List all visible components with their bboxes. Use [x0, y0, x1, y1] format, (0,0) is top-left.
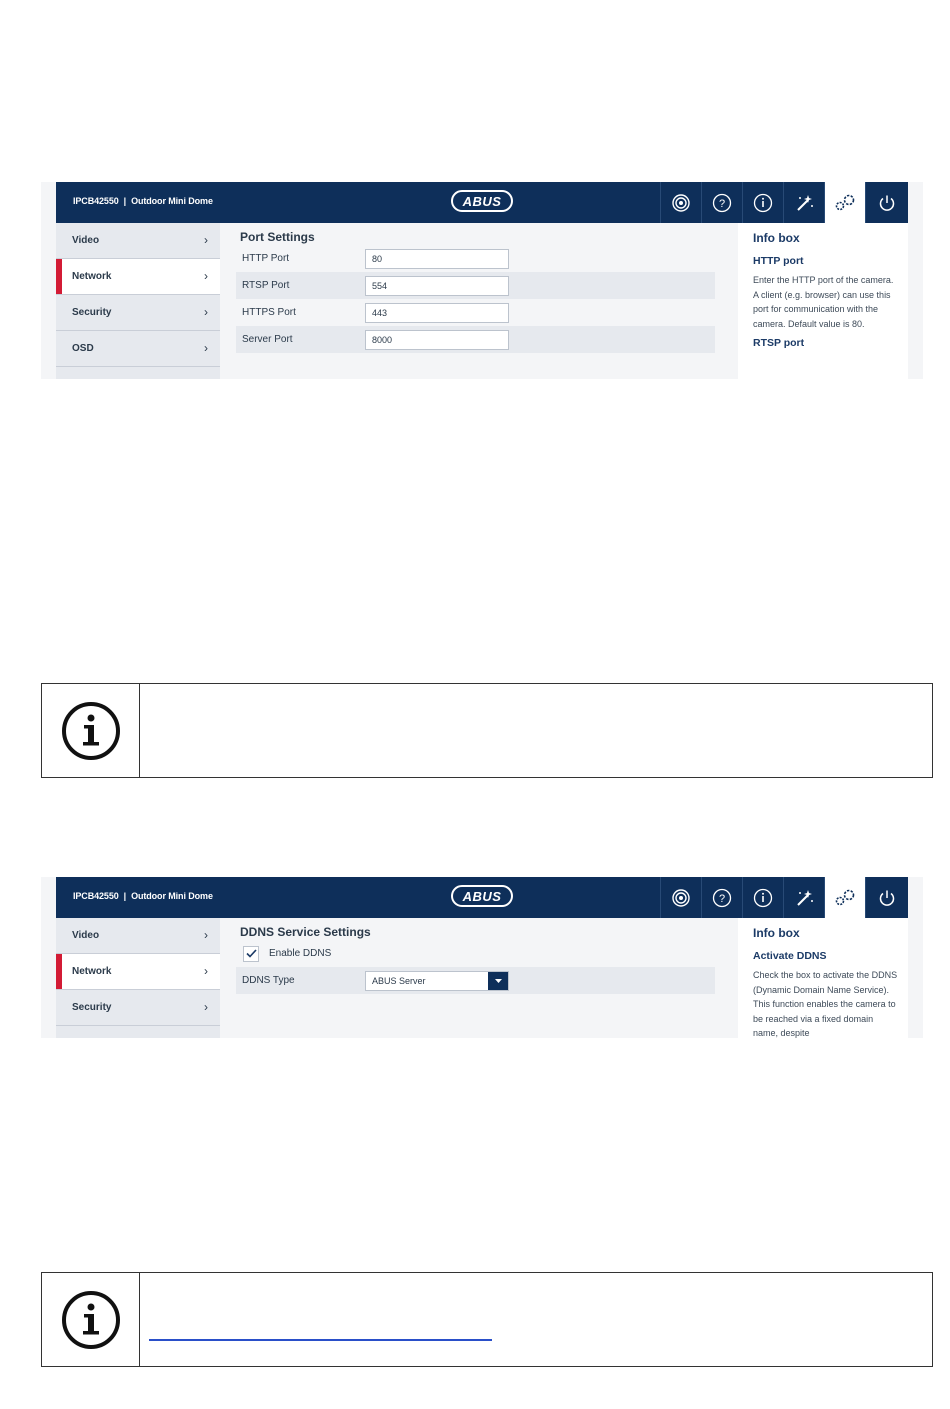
https-port-input[interactable] — [365, 303, 509, 323]
svg-text:?: ? — [718, 197, 726, 210]
chevron-right-icon: › — [204, 1000, 208, 1014]
live-view-icon[interactable] — [660, 877, 701, 918]
ddns-settings-panel — [236, 918, 715, 1038]
toolbar-icons — [660, 877, 908, 918]
sidebar-item-video[interactable]: Video › — [56, 223, 220, 259]
info-box-subtitle: Activate DDNS — [753, 950, 827, 962]
product-id: IPCB42550 — [73, 196, 119, 206]
sidebar-item-osd[interactable]: OSD › — [56, 331, 220, 367]
info-box-subtitle-2: RTSP port — [753, 337, 805, 349]
help-icon[interactable] — [701, 877, 742, 918]
sidebar-item-security[interactable]: Security › — [56, 990, 220, 1026]
product-name: Outdoor Mini Dome — [131, 891, 213, 901]
port-settings-panel — [236, 223, 715, 379]
chevron-right-icon: › — [204, 305, 208, 319]
dropdown-arrow-icon[interactable] — [488, 972, 508, 990]
enable-ddns-label: Enable DDNS — [269, 948, 332, 959]
rtsp-port-input[interactable] — [365, 276, 509, 296]
live-view-icon[interactable] — [660, 182, 701, 223]
rtsp-port-row: RTSP Port 554 — [236, 272, 715, 299]
checkmark-icon — [246, 949, 257, 958]
info-icon — [42, 1273, 140, 1366]
info-box-text: Enter the HTTP port of the camera. A client (e.g. browser) can use this port for communication with the camera. Default value is 80. — [753, 275, 894, 329]
power-icon[interactable] — [865, 877, 908, 918]
note-box — [41, 1272, 933, 1367]
chevron-right-icon: › — [204, 269, 208, 283]
help-icon[interactable] — [701, 182, 742, 223]
product-title — [73, 196, 213, 206]
http-port-row: HTTP Port 80 — [236, 245, 715, 272]
settings-icon[interactable] — [824, 182, 865, 223]
enable-ddns-row — [236, 940, 715, 967]
wizard-icon[interactable] — [783, 182, 824, 223]
section-title: DDNS Service Settings — [240, 925, 371, 939]
info-box-subtitle: HTTP port — [753, 255, 804, 267]
sidebar-item-video[interactable]: Video › — [56, 918, 220, 954]
info-box — [738, 223, 908, 379]
info-box — [738, 918, 908, 1038]
chevron-right-icon: › — [204, 233, 208, 247]
info-icon[interactable] — [742, 182, 783, 223]
ddns-type-row: DDNS Type ABUS Server — [236, 967, 715, 994]
info-icon[interactable] — [742, 877, 783, 918]
server-port-input[interactable] — [365, 330, 509, 350]
title-separator: | — [123, 891, 127, 901]
abus-logo: ABUS — [451, 190, 513, 212]
hyperlink-underline[interactable] — [149, 1339, 492, 1341]
sidebar-item-security[interactable]: Security › — [56, 295, 220, 331]
ddns-type-select[interactable]: ABUS Server — [365, 971, 509, 991]
product-title — [73, 891, 213, 901]
power-icon[interactable] — [865, 182, 908, 223]
note-box — [41, 683, 933, 778]
top-bar — [56, 182, 908, 223]
info-box-title: Info box — [753, 926, 800, 940]
sidebar-item-network[interactable]: Network › — [56, 954, 220, 990]
sidebar — [56, 223, 220, 379]
top-bar — [56, 877, 908, 918]
product-id: IPCB42550 — [73, 891, 119, 901]
sidebar-item-network[interactable]: Network › — [56, 259, 220, 295]
port-settings-screenshot — [41, 182, 923, 379]
title-separator: | — [123, 196, 127, 206]
info-box-title: Info box — [753, 231, 800, 245]
http-port-input[interactable] — [365, 249, 509, 269]
chevron-right-icon: › — [204, 341, 208, 355]
toolbar-icons — [660, 182, 908, 223]
enable-ddns-checkbox[interactable] — [243, 946, 259, 962]
ddns-settings-screenshot — [41, 877, 923, 1038]
https-port-row: HTTPS Port 443 — [236, 299, 715, 326]
settings-icon[interactable] — [824, 877, 865, 918]
section-title: Port Settings — [240, 230, 315, 244]
svg-text:?: ? — [718, 892, 726, 905]
sidebar — [56, 918, 220, 1038]
chevron-right-icon: › — [204, 964, 208, 978]
info-box-text: Check the box to activate the DDNS (Dynamic Domain Name Service). This function enables the camera to be reached via a fixed domain name, despite — [753, 970, 898, 1038]
info-icon — [42, 684, 140, 777]
abus-logo: ABUS — [451, 885, 513, 907]
wizard-icon[interactable] — [783, 877, 824, 918]
product-name: Outdoor Mini Dome — [131, 196, 213, 206]
chevron-right-icon: › — [204, 928, 208, 942]
server-port-row: Server Port 8000 — [236, 326, 715, 353]
